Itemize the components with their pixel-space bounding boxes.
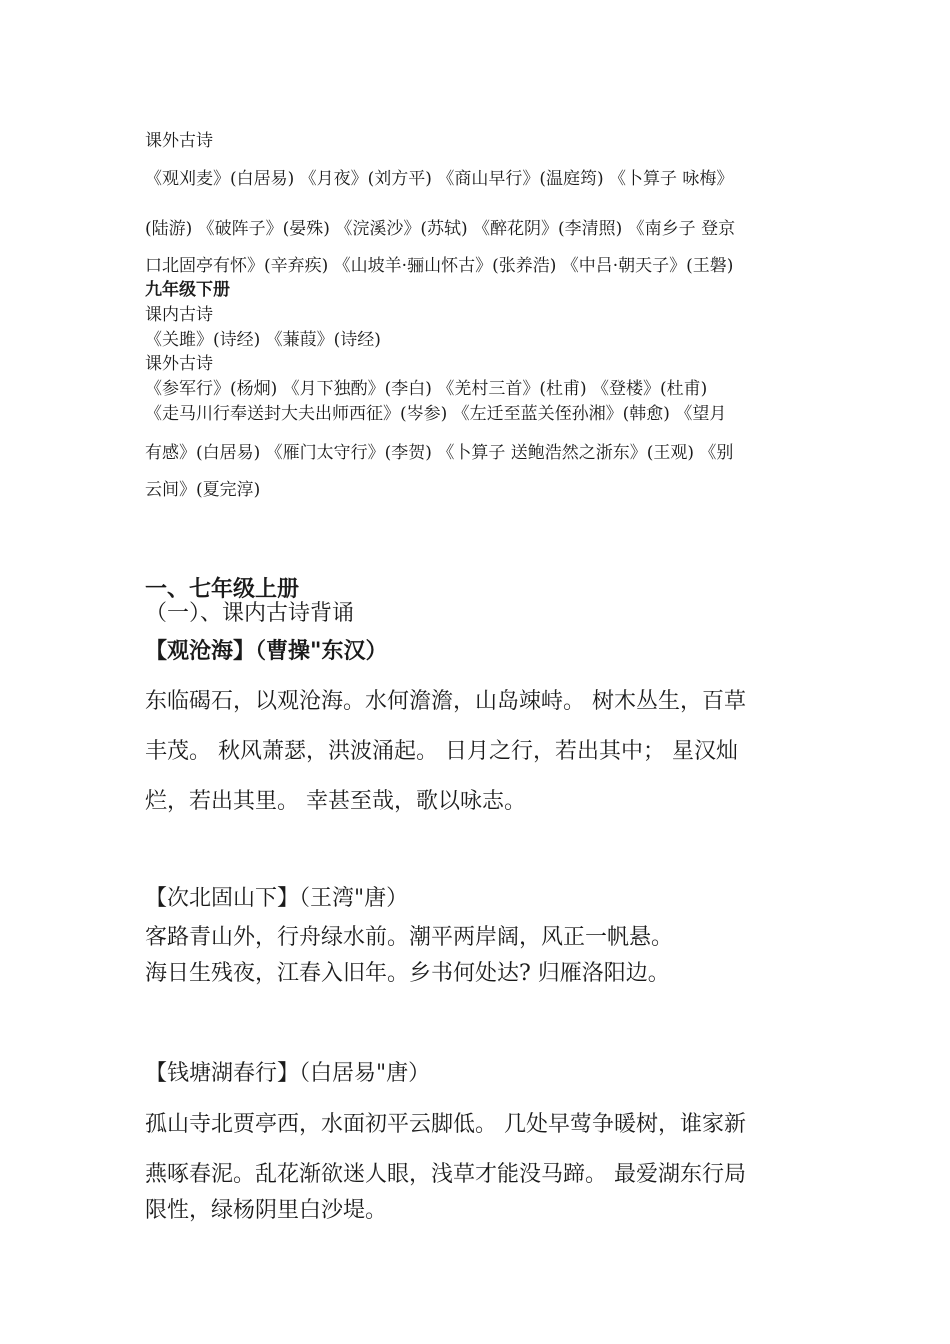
grade-heading: 九年级下册	[145, 280, 230, 300]
section-label: 课外古诗	[145, 354, 213, 374]
poem-list-line: 《观刈麦》(白居易) 《月夜》(刘方平) 《商山早行》(温庭筠) 《卜算子 咏梅》	[145, 169, 734, 189]
subsection-heading: （一）、课内古诗背诵	[145, 601, 355, 626]
section-label: 课外古诗	[145, 131, 213, 151]
poem-list-line: 《走马川行奉送封大夫出师西征》(岑参) 《左迁至蓝关侄孙湘》(韩愈) 《望月	[145, 404, 727, 424]
poem-text-line: 东临碣石，以观沧海。水何澹澹，山岛竦峙。 树木丛生，百草	[145, 689, 746, 714]
poem-text-line: 海日生残夜，江春入旧年。乡书何处达? 归雁洛阳边。	[145, 961, 670, 986]
section-label: 课内古诗	[145, 305, 213, 325]
poem-list-line: (陆游) 《破阵子》(晏殊) 《浣溪沙》(苏轼) 《醉花阴》(李清照) 《南乡子 登京	[145, 219, 736, 239]
poem-text-line: 燕啄春泥。乱花渐欲迷人眼，浅草才能没马蹄。 最爱湖东行局	[145, 1162, 746, 1187]
poem-title: 【观沧海】（曹操"东汉）	[145, 639, 388, 664]
poem-title: 【钱塘湖春行】（白居易"唐）	[145, 1061, 431, 1086]
poem-text-line: 烂，若出其里。 幸甚至哉，歌以咏志。	[145, 789, 526, 814]
poem-list-line: 《参军行》(杨炯) 《月下独酌》(李白) 《羌村三首》(杜甫) 《登楼》(杜甫)	[145, 379, 708, 399]
poem-text-line: 限性，绿杨阴里白沙堤。	[145, 1198, 388, 1223]
poem-text-line: 孤山寺北贾亭西，水面初平云脚低。 几处早莺争暖树，谁家新	[145, 1112, 746, 1137]
poem-text-line: 客路青山外，行舟绿水前。潮平两岸阔，风正一帆悬。	[145, 925, 674, 950]
poem-list-line: 云间》(夏完淳)	[145, 480, 261, 500]
poem-title: 【次北固山下】（王湾"唐）	[145, 886, 409, 911]
poem-list-line: 《关雎》(诗经) 《蒹葭》(诗经)	[145, 330, 381, 350]
poem-list-line: 有感》(白居易) 《雁门太守行》(李贺) 《卜算子 送鲍浩然之浙东》(王观) 《别	[145, 443, 734, 463]
poem-list-line: 口北固亭有怀》(辛弃疾) 《山坡羊·骊山怀古》(张养浩) 《中吕·朝天子》(王磐)	[145, 256, 734, 276]
poem-text-line: 丰茂。 秋风萧瑟，洪波涌起。 日月之行，若出其中； 星汉灿	[145, 739, 738, 764]
chapter-heading: 一、七年级上册	[145, 577, 300, 602]
